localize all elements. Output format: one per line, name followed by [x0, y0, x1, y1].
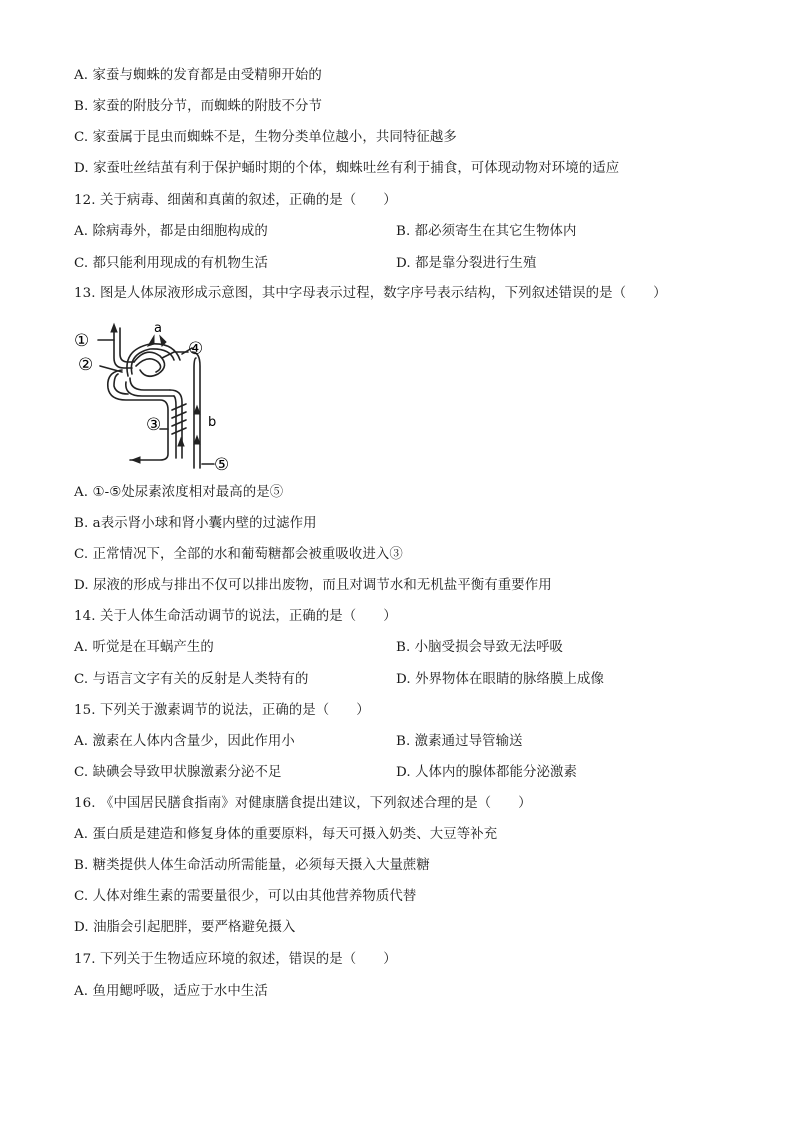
diagram-label-1: ① [74, 331, 90, 351]
diagram-label-3: ③ [146, 415, 162, 435]
q16-option-b: B. 糖类提供人体生命活动所需能量，必须每天摄入大量蔗糖 [74, 858, 430, 873]
q13-stem: 13. 图是人体尿液形成示意图，其中字母表示过程，数字序号表示结构，下列叙述错误的是（ ） [74, 286, 667, 301]
q15-stem: 15. 下列关于激素调节的说法，正确的是（ ） [74, 703, 370, 718]
q13-option-a: A. ①-⑤处尿素浓度相对最高的是⑤ [74, 485, 284, 500]
q14-option-d: D. 外界物体在眼睛的脉络膜上成像 [396, 672, 604, 687]
q16-option-a: A. 蛋白质是建造和修复身体的重要原料，每天可摄入奶类、大豆等补充 [74, 827, 498, 842]
q12-stem: 12. 关于病毒、细菌和真菌的叙述，正确的是（ ） [74, 193, 397, 208]
q11-option-b: B. 家蚕的附肢分节，而蜘蛛的附肢不分节 [74, 99, 322, 114]
diagram-label-5: ⑤ [214, 455, 230, 474]
q14-option-a: A. 听觉是在耳蜗产生的 [74, 640, 214, 655]
q13-option-c: C. 正常情况下，全部的水和葡萄糖都会被重吸收进入③ [74, 547, 403, 562]
diagram-label-a: a [154, 321, 162, 336]
q17-option-a: A. 鱼用鳃呼吸，适应于水中生活 [74, 984, 268, 999]
q16-option-c: C. 人体对维生素的需要量很少，可以由其他营养物质代替 [74, 889, 417, 904]
q16-stem: 16. 《中国居民膳食指南》对健康膳食提出建议，下列叙述合理的是（ ） [74, 796, 532, 811]
q14-option-b: B. 小脑受损会导致无法呼吸 [396, 640, 564, 655]
q13-option-d: D. 尿液的形成与排出不仅可以排出废物，而且对调节水和无机盐平衡有重要作用 [74, 578, 552, 593]
diagram-label-4: ④ [188, 339, 204, 359]
q15-option-a: A. 激素在人体内含量少，因此作用小 [74, 734, 295, 749]
q12-option-b: B. 都必须寄生在其它生物体内 [396, 224, 577, 239]
q14-stem: 14. 关于人体生命活动调节的说法，正确的是（ ） [74, 609, 397, 624]
q16-option-d: D. 油脂会引起肥胖，要严格避免摄入 [74, 920, 296, 935]
q15-option-b: B. 激素通过导管输送 [396, 734, 523, 749]
q11-option-d: D. 家蚕吐丝结茧有利于保护蛹时期的个体，蜘蛛吐丝有利于捕食，可体现动物对环境的适应 [74, 161, 620, 176]
q12-option-a: A. 除病毒外，都是由细胞构成的 [74, 224, 268, 239]
q14-option-c: C. 与语言文字有关的反射是人类特有的 [74, 672, 309, 687]
q12-option-d: D. 都是靠分裂进行生殖 [396, 256, 537, 271]
q17-stem: 17. 下列关于生物适应环境的叙述，错误的是（ ） [74, 952, 397, 967]
q11-option-a: A. 家蚕与蜘蛛的发育都是由受精卵开始的 [74, 68, 322, 83]
q15-option-c: C. 缺碘会导致甲状腺激素分泌不足 [74, 765, 282, 780]
q15-option-d: D. 人体内的腺体都能分泌激素 [396, 765, 577, 780]
diagram-label-2: ② [78, 355, 94, 375]
diagram-label-b: b [208, 415, 217, 430]
q12-option-c: C. 都只能利用现成的有机物生活 [74, 256, 268, 271]
nephron-diagram [70, 318, 240, 474]
q11-option-c: C. 家蚕属于昆虫而蜘蛛不是，生物分类单位越小，共同特征越多 [74, 130, 457, 145]
q13-option-b: B. a表示肾小球和肾小囊内壁的过滤作用 [74, 516, 317, 531]
